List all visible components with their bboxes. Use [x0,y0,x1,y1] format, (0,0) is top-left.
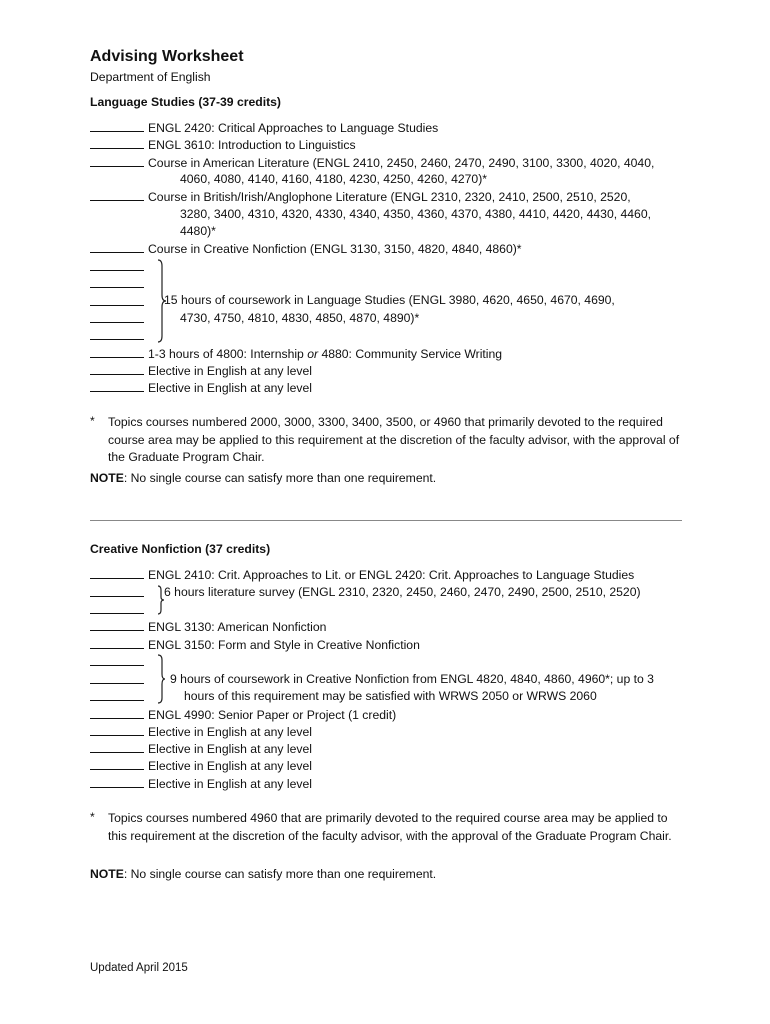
ls-group-text-2: 4730, 4750, 4810, 4830, 4850, 4870, 4890)* [180,311,420,325]
check-blank[interactable] [90,740,144,753]
ls-footnote: Topics courses numbered 2000, 3000, 3300, 3400, 3500, or 4960 that primarily devoted to the required course area may be applied to this requirement at the discretion of the faculty advisor, with the approval of the Graduate Program Chair. [108,415,680,464]
check-blank[interactable] [90,258,144,271]
ls-group-text-1: 15 hours of coursework in Language Studies (ENGL 3980, 4620, 4650, 4670, 4690, [164,293,615,307]
cn-row-4990: ENGL 4990: Senior Paper or Project (1 credit) [90,706,396,723]
cn-row-elective-1: Elective in English at any level [90,723,312,740]
check-blank[interactable] [90,688,144,701]
check-blank[interactable] [90,119,144,132]
check-blank[interactable] [90,636,144,649]
check-blank[interactable] [90,757,144,770]
ls-row-british: Course in British/Irish/Anglophone Literature (ENGL 2310, 2320, 2410, 2500, 2510, 2520, [90,188,631,205]
check-blank[interactable] [90,566,144,579]
department-name: Department of English [90,70,211,84]
check-blank[interactable] [90,601,144,614]
cn-row-3130: ENGL 3130: American Nonfiction [90,618,326,635]
language-studies-heading: Language Studies (37-39 credits) [90,95,281,109]
page-title: Advising Worksheet [90,48,244,65]
check-blank[interactable] [90,310,144,323]
ls-footnote-mark: * [90,414,95,428]
ls-british-cont2: 4480)* [180,224,216,238]
check-blank[interactable] [90,136,144,149]
cn-row-crit: ENGL 2410: Crit. Approaches to Lit. or ENGL 2420: Crit. Approaches to Language Studies [90,566,634,583]
ls-row-internship: 1-3 hours of 4800: Internship or 4880: Community Service Writing [90,345,502,362]
check-blank[interactable] [90,584,144,597]
cn-group-text-2: hours of this requirement may be satisfied with WRWS 2050 or WRWS 2060 [184,689,597,703]
check-blank[interactable] [90,653,144,666]
check-blank[interactable] [90,240,144,253]
check-blank[interactable] [90,706,144,719]
ls-row-elective-1: Elective in English at any level [90,362,312,379]
cn-group-blank-2 [90,671,144,688]
check-blank[interactable] [90,188,144,201]
cn-row-elective-4: Elective in English at any level [90,775,312,792]
ls-group-blank-2 [90,275,144,292]
cn-group-blank-1 [90,653,144,670]
check-blank[interactable] [90,327,144,340]
check-blank[interactable] [90,154,144,167]
check-blank[interactable] [90,345,144,358]
ls-group-blank-5 [90,327,144,344]
cn-survey-text: 6 hours literature survey (ENGL 2310, 2320, 2450, 2460, 2470, 2490, 2500, 2510, 2520) [164,585,641,599]
ls-group-blank-3 [90,293,144,310]
cn-survey-blank-1 [90,584,144,601]
ls-american-cont: 4060, 4080, 4140, 4160, 4180, 4230, 4250, 4260, 4270)* [180,172,487,186]
check-blank[interactable] [90,775,144,788]
cn-row-3150: ENGL 3150: Form and Style in Creative Nonfiction [90,636,420,653]
cn-note: NOTE: No single course can satisfy more than one requirement. [90,867,437,881]
cn-row-elective-2: Elective in English at any level [90,740,312,757]
ls-british-cont1: 3280, 3400, 4310, 4320, 4330, 4340, 4350, 4360, 4370, 4380, 4410, 4420, 4430, 4460, [180,207,651,221]
check-blank[interactable] [90,379,144,392]
check-blank[interactable] [90,723,144,736]
ls-group-blank-4 [90,310,144,327]
cn-row-elective-3: Elective in English at any level [90,757,312,774]
ls-note: NOTE: No single course can satisfy more than one requirement. [90,471,437,485]
ls-row-elective-2: Elective in English at any level [90,379,312,396]
brace-icon [156,653,168,705]
cn-survey-blank-2 [90,601,144,618]
ls-row-american: Course in American Literature (ENGL 2410, 2450, 2460, 2470, 2490, 3100, 3300, 4020, 4040, [90,154,654,171]
section-divider [90,520,682,521]
check-blank[interactable] [90,671,144,684]
creative-nonfiction-heading: Creative Nonfiction (37 credits) [90,542,271,556]
cn-group-text-1: 9 hours of coursework in Creative Nonfiction from ENGL 4820, 4840, 4860, 4960*; up to 3 [170,672,654,686]
cn-group-blank-3 [90,688,144,705]
ls-row-nonfiction: Course in Creative Nonfiction (ENGL 3130, 3150, 4820, 4840, 4860)* [90,240,522,257]
ls-row-3610: ENGL 3610: Introduction to Linguistics [90,136,356,153]
cn-footnote-mark: * [90,810,95,824]
ls-row-2420: ENGL 2420: Critical Approaches to Language Studies [90,119,438,136]
cn-footnote: Topics courses numbered 4960 that are primarily devoted to the required course area may be applied to this requirement at the discretion of the faculty advisor, with the approval of the Graduate Program Chair. [108,811,672,843]
check-blank[interactable] [90,275,144,288]
check-blank[interactable] [90,618,144,631]
ls-group-blank-1 [90,258,144,275]
check-blank[interactable] [90,293,144,306]
check-blank[interactable] [90,362,144,375]
updated-date: Updated April 2015 [90,962,188,974]
